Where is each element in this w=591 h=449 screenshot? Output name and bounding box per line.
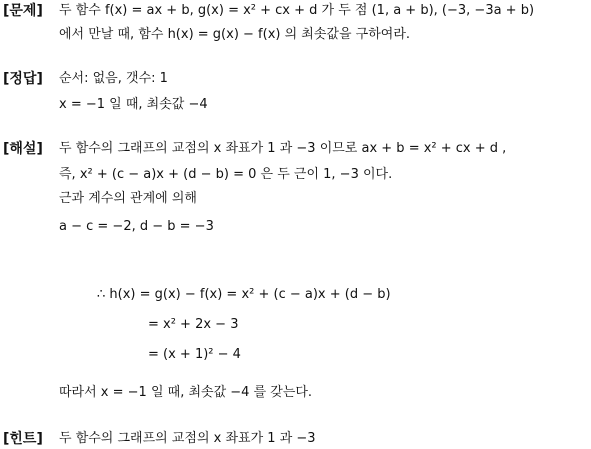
- solution-equation-1: ∴ h(x) = g(x) − f(x) = x² + (c − a)x + (d − b): [97, 287, 391, 302]
- answer-label: [정답]: [3, 71, 43, 87]
- solution-equation-2: = x² + 2x − 3: [148, 317, 239, 332]
- solution-label: [해설]: [3, 141, 43, 157]
- solution-conclusion: 따라서 x = −1 일 때, 최솟값 −4 를 갖는다.: [59, 385, 313, 400]
- solution-equation-3: = (x + 1)² − 4: [148, 347, 241, 362]
- problem-line-2: 에서 만날 때, 함수 h(x) = g(x) − f(x) 의 최솟값을 구하여라.: [59, 27, 411, 42]
- problem-label: [문제]: [3, 3, 43, 19]
- solution-line-1: 두 함수의 그래프의 교점의 x 좌표가 1 과 −3 이므로 ax + b = x² + cx + d ,: [59, 141, 507, 156]
- answer-line-1: 순서: 없음, 갯수: 1: [59, 71, 168, 86]
- solution-line-4: a − c = −2, d − b = −3: [59, 219, 214, 234]
- hint-line-1: 두 함수의 그래프의 교점의 x 좌표가 1 과 −3: [59, 431, 316, 446]
- hint-label: [힌트]: [3, 431, 43, 447]
- problem-line-1: 두 함수 f(x) = ax + b, g(x) = x² + cx + d 가 두 점 (1, a + b), (−3, −3a + b): [59, 3, 535, 18]
- solution-line-2: 즉, x² + (c − a)x + (d − b) = 0 은 두 근이 1, −3 이다.: [59, 167, 393, 182]
- answer-line-2: x = −1 일 때, 최솟값 −4: [59, 97, 208, 112]
- solution-line-3: 근과 계수의 관계에 의해: [59, 191, 197, 206]
